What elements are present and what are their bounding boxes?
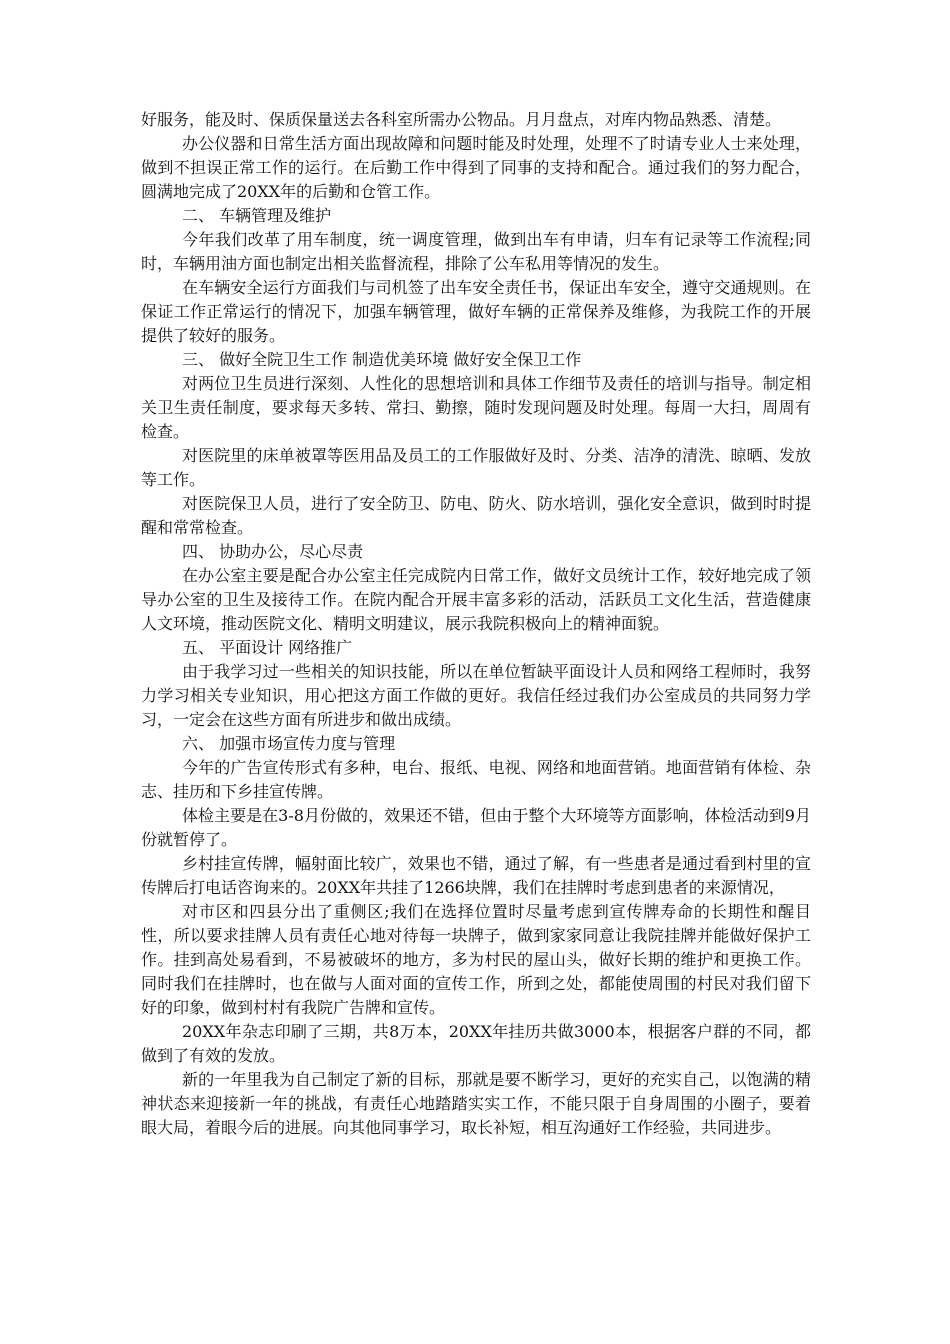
paragraph-14: 20XX年杂志印刷了三期，共8万本，20XX年挂历共做3000本，根据客户群的不同，都做到了有效的发放。 [141,1022,811,1065]
paragraph-15: 新的一年里我为自己制定了新的目标，那就是要不断学习，更好的充实自己，以饱满的精神状态来迎接新一年的挑战，有责任心地踏踏实实工作，不能只限于自身周围的小圈子，要着眼大局，着眼今后的进展。向其他同事学习，取长补短，相互沟通好工作经验，共同进步。 [141,1070,811,1137]
paragraph-12: 乡村挂宣传牌，幅射面比较广，效果也不错，通过了解，有一些患者是通过看到村里的宣传牌后打电话咨询来的。20XX年共挂了1266块牌，我们在挂牌时考虑到患者的来源情况， [141,854,811,897]
paragraph-8: 在办公室主要是配合办公室主任完成院内日常工作，做好文员统计工作，较好地完成了领导办公室的卫生及接待工作。在院内配合开展丰富多彩的活动，活跃员工文化生活，营造健康人文环境，推动医院文化、精明文明建议，展示我院积极向上的精神面貌。 [141,566,811,633]
paragraph-10: 今年的广告宣传形式有多种，电台、报纸、电视、网络和地面营销。地面营销有体检、杂志、挂历和下乡挂宣传牌。 [141,758,811,801]
section-heading-5: 五、 平面设计 网络推广 [182,638,353,657]
paragraph-3: 今年我们改革了用车制度，统一调度管理，做到出车有申请，归车有记录等工作流程;同时，车辆用油方面也制定出相关监督流程，排除了公车私用等情况的发生。 [141,230,811,273]
paragraph-1: 好服务，能及时、保质保量送去各科室所需办公物品。月月盘点，对库内物品熟悉、清楚。 [141,110,782,129]
paragraph-6: 对医院里的床单被罩等医用品及员工的工作服做好及时、分类、洁净的清洗、晾晒、发放等工作。 [141,446,811,489]
document-page [141,108,811,1140]
paragraph-2: 办公仪器和日常生活方面出现故障和问题时能及时处理，处理不了时请专业人士来处理，做到不担误正常工作的运行。在后勤工作中得到了同事的支持和配合。通过我们的努力配合，圆满地完成了20XX年的后勤和仓管工作。 [141,134,811,201]
section-heading-3: 三、 做好全院卫生工作 制造优美环境 做好安全保卫工作 [182,350,582,369]
paragraph-4: 在车辆安全运行方面我们与司机签了出车安全责任书，保证出车安全，遵守交通规则。在保证工作正常运行的情况下，加强车辆管理，做好车辆的正常保养及维修，为我院工作的开展提供了较好的服务。 [141,278,811,345]
paragraph-11: 体检主要是在3-8月份做的，效果还不错，但由于整个大环境等方面影响，体检活动到9月份就暂停了。 [141,806,811,849]
section-heading-6: 六、 加强市场宣传力度与管理 [182,734,396,753]
paragraph-7: 对医院保卫人员，进行了安全防卫、防电、防火、防水培训，强化安全意识，做到时时提醒和常常检查。 [141,494,811,537]
section-heading-4: 四、 协助办公，尽心尽责 [182,542,364,561]
paragraph-9: 由于我学习过一些相关的知识技能，所以在单位暂缺平面设计人员和网络工程师时，我努力学习相关专业知识，用心把这方面工作做的更好。我信任经过我们办公室成员的共同努力学习，一定会在这些方面有所进步和做出成绩。 [141,662,811,729]
paragraph-13: 对市区和四县分出了重侧区;我们在选择位置时尽量考虑到宣传牌寿命的长期性和醒目性，所以要求挂牌人员有责任心地对待每一块牌子，做到家家同意让我院挂牌并能做好保护工作。挂到高处易看到，不易被破坏的地方，多为村民的屋山头，做好长期的维护和更换工作。同时我们在挂牌时，也在做与人面对面的宣传工作，所到之处，都能使周围的村民对我们留下好的印象，做到村村有我院广告牌和宣传。 [141,902,811,1017]
section-heading-2: 二、 车辆管理及维护 [182,206,332,225]
paragraph-5: 对两位卫生员进行深刻、人性化的思想培训和具体工作细节及责任的培训与指导。制定相关卫生责任制度，要求每天多转、常扫、勤擦，随时发现问题及时处理。每周一大扫，周周有检查。 [141,374,811,441]
